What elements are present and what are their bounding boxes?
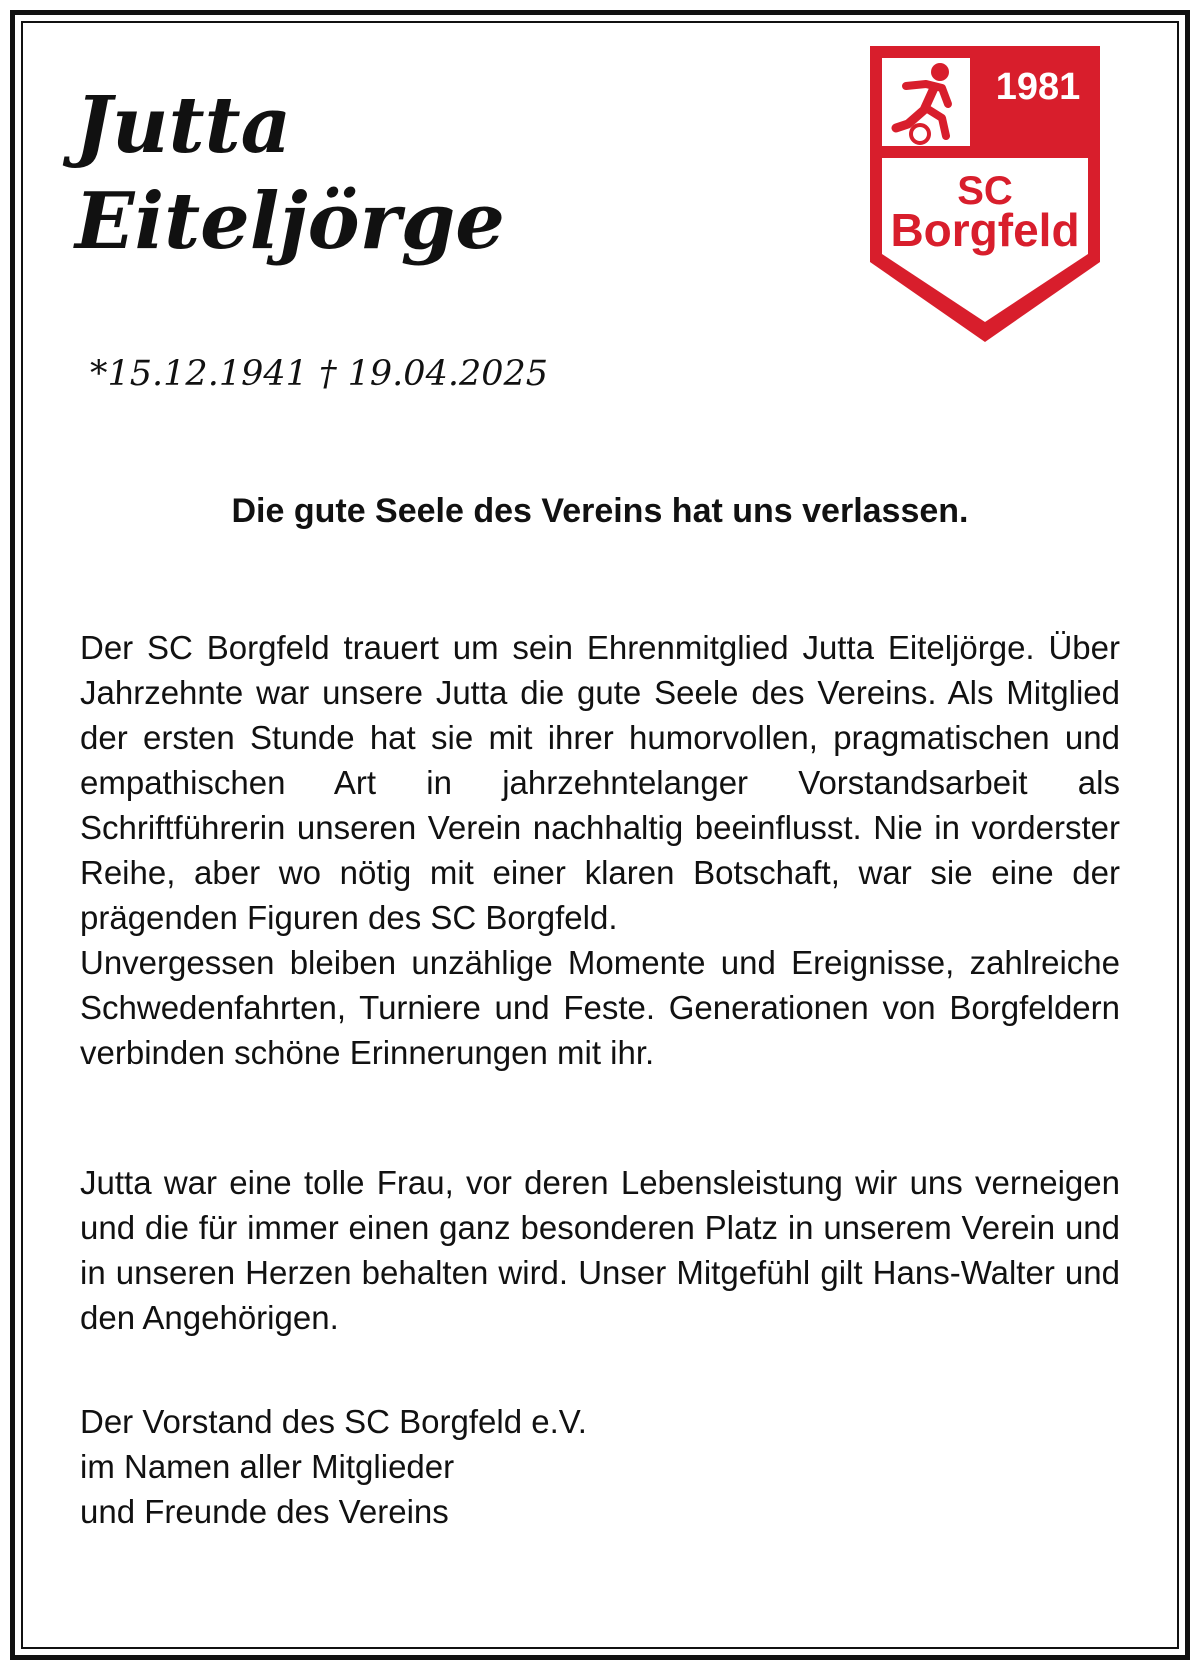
club-short: SC [957, 169, 1013, 213]
paragraph-memories: Unvergessen bleiben unzählige Momente und Ereignisse, zahlreiche Schwedenfahrten, Turniere und Feste. Generationen von Borgfeldern verbinden schöne Erinnerungen mit ihr. [80, 944, 1120, 1071]
club-logo [868, 44, 1102, 344]
signature-line: und Freunde des Vereins [80, 1493, 449, 1530]
main-paragraph [80, 625, 1120, 1075]
closing-paragraph [80, 1160, 1120, 1340]
deceased-name [75, 78, 505, 270]
paragraph-tribute: Der SC Borgfeld trauert um sein Ehrenmitglied Jutta Eiteljörge. Über Jahrzehnte war unsere Jutta die gute Seele des Vereins. Als Mitglied der ersten Stunde hat sie mit ihrer humorvollen, pragmatischen und empathischen Art in jahrzehntelanger Vorstandsarbeit als Schriftführerin unseren Verein nachhaltig beeinflusst. Nie in vorderster Reihe, aber wo nötig mit einer klaren Botschaft, war sie eine der prägenden Figuren des SC Borgfeld. [80, 629, 1120, 936]
club-name: Borgfeld [890, 204, 1080, 256]
signature-line: Der Vorstand des SC Borgfeld e.V. [80, 1403, 587, 1440]
club-year: 1981 [995, 66, 1081, 108]
life-dates: *15.12.1941 † 19.04.2025 [90, 354, 549, 394]
paragraph-condolence: Jutta war eine tolle Frau, vor deren Lebensleistung wir uns verneigen und die für immer einen ganz besonderen Platz in unserem Verein und in unseren Herzen behalten wird. Unser Mitgefühl gilt Hans-Walter und den Angehörigen. [80, 1164, 1120, 1336]
signature-block [80, 1399, 587, 1534]
last-name: Eiteljörge [75, 176, 505, 267]
signature-line: im Namen aller Mitglieder [80, 1448, 455, 1485]
first-name: Jutta [75, 80, 292, 171]
headline: Die gute Seele des Vereins hat uns verlassen. [231, 492, 969, 530]
